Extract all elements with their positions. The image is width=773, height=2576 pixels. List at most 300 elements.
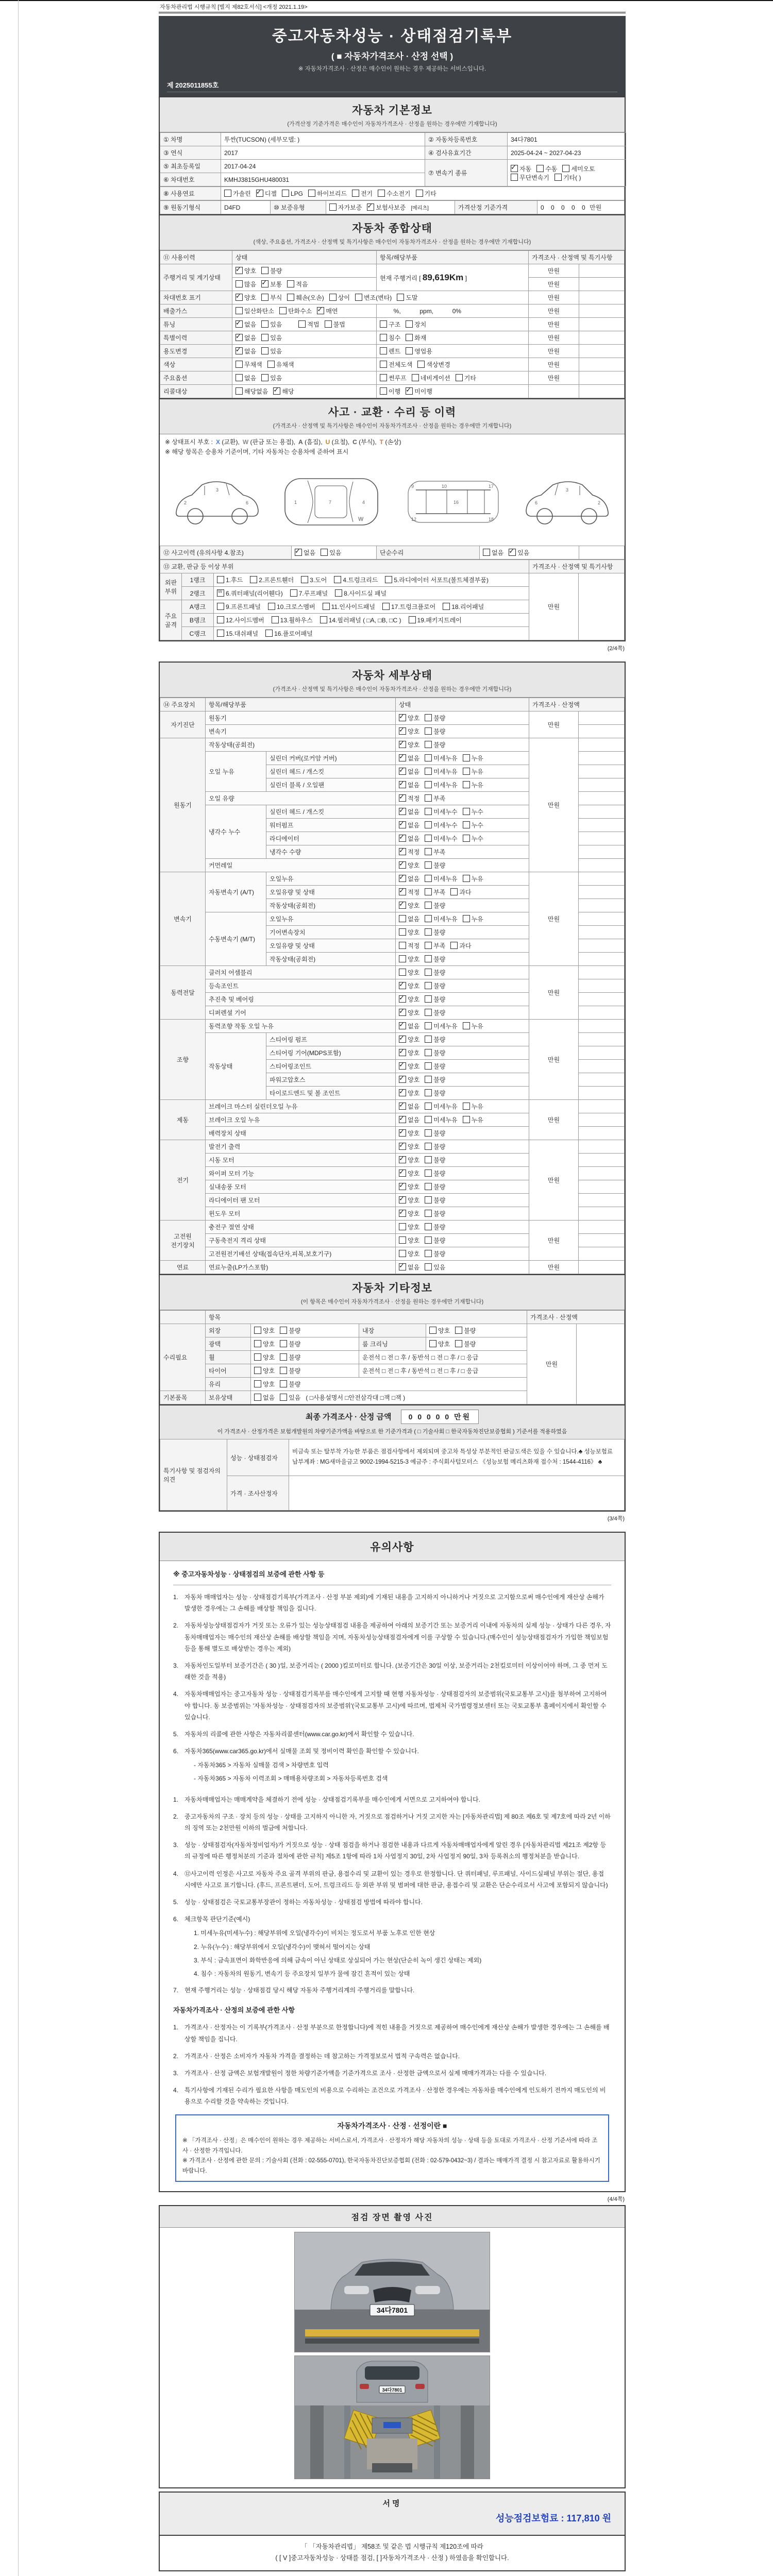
- checkbox-option[interactable]: ✓ 양호: [399, 1075, 419, 1084]
- checkbox-option[interactable]: 16.플로어패널: [265, 629, 313, 638]
- checkbox-option[interactable]: ✓ 양호: [399, 1156, 419, 1164]
- checkbox-option[interactable]: 불량: [425, 1089, 445, 1097]
- checkbox-icon[interactable]: [406, 320, 413, 328]
- checkbox-icon[interactable]: [254, 1367, 261, 1374]
- checkbox-icon[interactable]: [425, 1183, 432, 1190]
- checkbox-icon[interactable]: [399, 714, 406, 721]
- checkbox-icon[interactable]: [399, 1129, 406, 1137]
- checkbox-icon[interactable]: [399, 1170, 406, 1177]
- checkbox-option[interactable]: 과다: [450, 888, 471, 896]
- checkbox-icon[interactable]: [425, 1236, 432, 1244]
- checkbox-icon[interactable]: [425, 714, 432, 721]
- checkbox-option[interactable]: 유채색: [267, 360, 294, 369]
- checkbox-option[interactable]: 18.리어패널: [443, 602, 484, 611]
- checkbox-option[interactable]: 7.루프패널: [290, 589, 328, 598]
- checkbox-icon[interactable]: [399, 1156, 406, 1163]
- checkbox-icon[interactable]: [399, 1143, 406, 1150]
- checkbox-icon[interactable]: [463, 781, 470, 788]
- checkbox-icon[interactable]: [399, 1009, 406, 1016]
- checkbox-icon[interactable]: [425, 1129, 432, 1137]
- checkbox-option[interactable]: ✓ 없음: [399, 821, 419, 829]
- checkbox-option[interactable]: 미세누유: [425, 1115, 457, 1124]
- checkbox-option[interactable]: 색상변경: [417, 360, 450, 369]
- checkbox-option[interactable]: 불량: [425, 1209, 445, 1218]
- checkbox-option[interactable]: 부족: [425, 888, 445, 896]
- checkbox-icon[interactable]: [412, 374, 419, 381]
- checkbox-icon[interactable]: [399, 888, 406, 895]
- checkbox-option[interactable]: 장치: [406, 320, 426, 329]
- checkbox-icon[interactable]: [463, 768, 470, 775]
- checkbox-icon[interactable]: [261, 320, 268, 328]
- checkbox-icon[interactable]: [280, 1353, 287, 1361]
- checkbox-icon[interactable]: [385, 576, 392, 583]
- checkbox-option[interactable]: 누유: [463, 874, 483, 883]
- checkbox-option[interactable]: 누유: [463, 1115, 483, 1124]
- checkbox-icon[interactable]: [236, 374, 243, 381]
- checkbox-option[interactable]: 불량: [425, 1169, 445, 1178]
- checkbox-option[interactable]: 수동: [536, 164, 557, 173]
- checkbox-icon[interactable]: [425, 982, 432, 989]
- checkbox-icon[interactable]: [509, 549, 516, 556]
- checkbox-option[interactable]: 불량: [425, 1008, 445, 1017]
- checkbox-icon[interactable]: [511, 165, 518, 172]
- checkbox-option[interactable]: 불량: [280, 1366, 300, 1375]
- checkbox-option[interactable]: 불량: [455, 1326, 476, 1335]
- checkbox-icon[interactable]: [256, 190, 263, 197]
- checkbox-icon[interactable]: [399, 1183, 406, 1190]
- checkbox-icon[interactable]: [236, 334, 243, 341]
- checkbox-icon[interactable]: [254, 1340, 261, 1347]
- checkbox-icon[interactable]: [301, 576, 308, 583]
- checkbox-icon[interactable]: [425, 781, 432, 788]
- checkbox-option[interactable]: 누유: [463, 781, 483, 789]
- checkbox-icon[interactable]: [425, 915, 432, 922]
- checkbox-icon[interactable]: [399, 915, 406, 922]
- checkbox-icon[interactable]: [298, 320, 306, 328]
- checkbox-icon[interactable]: [425, 754, 432, 761]
- checkbox-option[interactable]: ✓ 없음: [399, 781, 419, 789]
- checkbox-icon[interactable]: [280, 1327, 287, 1334]
- checkbox-icon[interactable]: [399, 794, 406, 802]
- checkbox-icon[interactable]: [450, 942, 458, 949]
- checkbox-option[interactable]: 있음: [261, 333, 282, 342]
- checkbox-option[interactable]: 8.사이드실 패널: [335, 589, 386, 598]
- checkbox-icon[interactable]: [399, 821, 406, 828]
- checkbox-icon[interactable]: [399, 1022, 406, 1029]
- checkbox-icon[interactable]: [425, 768, 432, 775]
- checkbox-icon[interactable]: [261, 267, 268, 274]
- checkbox-icon[interactable]: [425, 928, 432, 936]
- checkbox-option[interactable]: 있음: [280, 1393, 300, 1402]
- checkbox-option[interactable]: 있음: [321, 548, 341, 557]
- checkbox-icon[interactable]: [254, 1380, 261, 1387]
- checkbox-option[interactable]: 불량: [425, 968, 445, 977]
- checkbox-icon[interactable]: [409, 616, 416, 623]
- checkbox-option[interactable]: ✓ 양호: [399, 981, 419, 990]
- checkbox-option[interactable]: 불량: [425, 981, 445, 990]
- checkbox-icon[interactable]: [399, 969, 406, 976]
- checkbox-option[interactable]: 불량: [425, 1129, 445, 1138]
- checkbox-option[interactable]: ✓ 해당: [273, 387, 294, 396]
- checkbox-icon[interactable]: [399, 1116, 406, 1123]
- checkbox-icon[interactable]: [265, 630, 273, 637]
- checkbox-option[interactable]: 불량: [425, 714, 445, 722]
- checkbox-icon[interactable]: [323, 603, 330, 610]
- checkbox-icon[interactable]: [425, 821, 432, 828]
- checkbox-icon[interactable]: [380, 374, 387, 381]
- checkbox-icon[interactable]: [290, 589, 297, 597]
- checkbox-option[interactable]: 미세누수: [425, 834, 457, 843]
- checkbox-option[interactable]: ✓ 디젤: [256, 189, 277, 198]
- checkbox-option[interactable]: 불량: [425, 955, 445, 963]
- checkbox-icon[interactable]: [425, 902, 432, 909]
- checkbox-option[interactable]: ✓ 양호: [236, 293, 256, 302]
- checkbox-option[interactable]: 17.트렁크플로어: [382, 602, 435, 611]
- checkbox-option[interactable]: 누수: [463, 821, 483, 829]
- checkbox-icon[interactable]: [399, 1263, 406, 1270]
- checkbox-icon[interactable]: [320, 616, 327, 623]
- checkbox-icon[interactable]: [406, 334, 413, 341]
- checkbox-icon[interactable]: [450, 888, 458, 895]
- checkbox-icon[interactable]: [399, 1223, 406, 1230]
- checkbox-option[interactable]: 11.인사이드패널: [323, 602, 375, 611]
- checkbox-icon[interactable]: [425, 1022, 432, 1029]
- checkbox-icon[interactable]: [463, 875, 470, 882]
- checkbox-icon[interactable]: [455, 1340, 462, 1347]
- checkbox-icon[interactable]: [352, 190, 359, 197]
- checkbox-option[interactable]: ✓ 없음: [236, 320, 256, 329]
- checkbox-option[interactable]: 부족: [425, 941, 445, 950]
- checkbox-icon[interactable]: [261, 374, 268, 381]
- checkbox-option[interactable]: ✓ 없음: [399, 807, 419, 816]
- checkbox-option[interactable]: ✓ 없음: [399, 1102, 419, 1111]
- checkbox-option[interactable]: 부족: [425, 848, 445, 856]
- checkbox-icon[interactable]: [367, 204, 374, 211]
- checkbox-option[interactable]: ✓ 매연: [317, 307, 338, 315]
- checkbox-option[interactable]: 15.대쉬패널: [217, 629, 258, 638]
- checkbox-icon[interactable]: [282, 190, 289, 197]
- checkbox-icon[interactable]: [280, 1394, 287, 1401]
- checkbox-icon[interactable]: [425, 995, 432, 1003]
- checkbox-icon[interactable]: [399, 1076, 406, 1083]
- checkbox-icon[interactable]: [399, 754, 406, 761]
- checkbox-option[interactable]: 미세누유: [425, 781, 457, 789]
- checkbox-icon[interactable]: [399, 1049, 406, 1056]
- checkbox-option[interactable]: 기타: [456, 374, 476, 382]
- checkbox-option[interactable]: 불량: [425, 1062, 445, 1071]
- checkbox-icon[interactable]: [463, 1022, 470, 1029]
- checkbox-option[interactable]: 양호: [254, 1353, 275, 1362]
- checkbox-icon[interactable]: [425, 1049, 432, 1056]
- checkbox-option[interactable]: 구조: [380, 320, 400, 329]
- checkbox-icon[interactable]: [279, 307, 287, 314]
- checkbox-option[interactable]: ✓ 양호: [399, 1182, 419, 1191]
- checkbox-option[interactable]: 불량: [425, 901, 445, 910]
- checkbox-option[interactable]: ✓ 있음: [509, 548, 529, 557]
- checkbox-option[interactable]: ✓ 양호: [399, 1169, 419, 1178]
- checkbox-option[interactable]: 불량: [425, 1035, 445, 1044]
- checkbox-icon[interactable]: [236, 294, 243, 301]
- checkbox-option[interactable]: ✓ 적정: [399, 848, 419, 856]
- checkbox-option[interactable]: ✓ 없음: [399, 754, 419, 762]
- checkbox-icon[interactable]: [425, 835, 432, 842]
- checkbox-option[interactable]: 불량: [425, 995, 445, 1004]
- checkbox-icon[interactable]: [295, 549, 302, 556]
- checkbox-icon[interactable]: [511, 174, 518, 181]
- checkbox-option[interactable]: 불량: [280, 1380, 300, 1388]
- checkbox-option[interactable]: 자가보증: [329, 203, 362, 212]
- checkbox-option[interactable]: 있음: [261, 374, 282, 382]
- checkbox-option[interactable]: ✓ 없음: [399, 1022, 419, 1030]
- checkbox-option[interactable]: 상이: [329, 293, 350, 302]
- checkbox-option[interactable]: 누수: [463, 834, 483, 843]
- checkbox-option[interactable]: ✓ 양호: [399, 727, 419, 736]
- checkbox-option[interactable]: ✓ 양호: [399, 901, 419, 910]
- checkbox-option[interactable]: ✓ 미이행: [406, 387, 432, 396]
- checkbox-icon[interactable]: [399, 768, 406, 775]
- checkbox-option[interactable]: 누유: [463, 767, 483, 776]
- checkbox-icon[interactable]: [250, 576, 257, 583]
- checkbox-icon[interactable]: [380, 334, 387, 341]
- checkbox-option[interactable]: ✓ 없음: [399, 1115, 419, 1124]
- checkbox-option[interactable]: 기타( ): [554, 173, 581, 182]
- checkbox-option[interactable]: 불법: [325, 320, 345, 329]
- checkbox-option[interactable]: ✓ 양호: [399, 995, 419, 1004]
- checkbox-icon[interactable]: [399, 1036, 406, 1043]
- checkbox-icon[interactable]: [287, 280, 294, 287]
- checkbox-icon[interactable]: [425, 1036, 432, 1043]
- checkbox-option[interactable]: 불량: [425, 928, 445, 937]
- checkbox-icon[interactable]: [287, 294, 294, 301]
- checkbox-option[interactable]: 1.후드: [217, 575, 243, 584]
- checkbox-icon[interactable]: [562, 165, 569, 172]
- checkbox-icon[interactable]: [334, 576, 341, 583]
- checkbox-option[interactable]: 불량: [280, 1340, 300, 1348]
- checkbox-icon[interactable]: [329, 294, 337, 301]
- checkbox-icon[interactable]: [380, 320, 387, 328]
- checkbox-option[interactable]: ✓ 양호: [399, 1062, 419, 1071]
- checkbox-icon[interactable]: [317, 307, 324, 314]
- checkbox-option[interactable]: 영업용: [406, 347, 432, 355]
- checkbox-icon[interactable]: [425, 1210, 432, 1217]
- checkbox-option[interactable]: 양호: [399, 1223, 419, 1231]
- checkbox-icon[interactable]: [456, 374, 463, 381]
- checkbox-icon[interactable]: [397, 294, 404, 301]
- checkbox-option[interactable]: 미세누유: [425, 754, 457, 762]
- checkbox-option[interactable]: 침수: [380, 333, 400, 342]
- checkbox-option[interactable]: 양호: [254, 1340, 275, 1348]
- checkbox-option[interactable]: ✓ 양호: [399, 1209, 419, 1218]
- checkbox-option[interactable]: 누유: [463, 1022, 483, 1030]
- checkbox-icon[interactable]: [380, 347, 387, 354]
- checkbox-icon[interactable]: [455, 1327, 462, 1334]
- checkbox-option[interactable]: 13.휠하우스: [272, 616, 313, 624]
- checkbox-icon[interactable]: [399, 848, 406, 855]
- checkbox-option[interactable]: 과다: [450, 941, 471, 950]
- checkbox-icon[interactable]: [425, 727, 432, 735]
- checkbox-option[interactable]: 부식: [261, 293, 282, 302]
- checkbox-icon[interactable]: [261, 294, 268, 301]
- checkbox-option[interactable]: 10.크로스멤버: [268, 602, 315, 611]
- checkbox-icon[interactable]: [399, 781, 406, 788]
- checkbox-option[interactable]: 누유: [463, 914, 483, 923]
- checkbox-option[interactable]: 양호: [429, 1340, 450, 1348]
- checkbox-icon[interactable]: [261, 280, 268, 287]
- checkbox-option[interactable]: 일산화탄소: [236, 307, 274, 315]
- checkbox-option[interactable]: 없음: [254, 1393, 275, 1402]
- checkbox-icon[interactable]: [425, 794, 432, 802]
- checkbox-option[interactable]: 불량: [455, 1340, 476, 1348]
- checkbox-option[interactable]: 불량: [425, 1156, 445, 1164]
- checkbox-icon[interactable]: [425, 1143, 432, 1150]
- checkbox-option[interactable]: 불량: [425, 1249, 445, 1258]
- checkbox-icon[interactable]: [399, 861, 406, 869]
- checkbox-option[interactable]: 미세누유: [425, 914, 457, 923]
- checkbox-option[interactable]: 없음: [236, 374, 256, 382]
- checkbox-icon[interactable]: [399, 1196, 406, 1204]
- checkbox-icon[interactable]: [280, 1380, 287, 1387]
- checkbox-option[interactable]: 세미오토: [562, 164, 595, 173]
- checkbox-icon[interactable]: [425, 1089, 432, 1096]
- checkbox-option[interactable]: ✓ 양호: [399, 740, 419, 749]
- checkbox-option[interactable]: ✓ 없음: [399, 834, 419, 843]
- checkbox-option[interactable]: 누유: [463, 754, 483, 762]
- checkbox-option[interactable]: ✓ 양호: [399, 861, 419, 870]
- checkbox-option[interactable]: 화재: [406, 333, 426, 342]
- checkbox-icon[interactable]: [254, 1353, 261, 1361]
- checkbox-option[interactable]: 네비게이션: [412, 374, 450, 382]
- checkbox-option[interactable]: 변조(변타): [355, 293, 392, 302]
- checkbox-option[interactable]: 전기: [352, 189, 373, 198]
- checkbox-option[interactable]: ✓양호: [236, 266, 256, 275]
- checkbox-option[interactable]: ✓ 양호: [399, 1035, 419, 1044]
- checkbox-icon[interactable]: [335, 589, 342, 597]
- checkbox-option[interactable]: 적음: [287, 280, 308, 289]
- checkbox-icon[interactable]: [236, 387, 243, 395]
- checkbox-option[interactable]: 양호: [254, 1380, 275, 1388]
- checkbox-option[interactable]: 훼손(오손): [287, 293, 324, 302]
- checkbox-option[interactable]: 누유: [463, 1102, 483, 1111]
- checkbox-option[interactable]: 불량: [425, 1048, 445, 1057]
- checkbox-option[interactable]: ✓ 보통: [261, 280, 282, 289]
- checkbox-icon[interactable]: [261, 334, 268, 341]
- checkbox-icon[interactable]: [399, 928, 406, 936]
- checkbox-icon[interactable]: [429, 1327, 436, 1334]
- checkbox-icon[interactable]: [268, 603, 275, 610]
- checkbox-option[interactable]: ✓ 양호: [399, 1089, 419, 1097]
- checkbox-option[interactable]: 기타: [416, 189, 436, 198]
- checkbox-icon[interactable]: [399, 1210, 406, 1217]
- checkbox-option[interactable]: 없음: [399, 914, 419, 923]
- checkbox-icon[interactable]: [399, 1236, 406, 1244]
- checkbox-option[interactable]: 전체도색: [380, 360, 412, 369]
- checkbox-icon[interactable]: [380, 361, 387, 368]
- checkbox-option[interactable]: ✓ 적정: [399, 888, 419, 896]
- checkbox-icon[interactable]: [224, 190, 231, 197]
- checkbox-icon[interactable]: [399, 955, 406, 962]
- checkbox-icon[interactable]: [236, 361, 243, 368]
- checkbox-option[interactable]: 미세누유: [425, 1022, 457, 1030]
- checkbox-option[interactable]: 해당없음: [236, 387, 268, 396]
- checkbox-option[interactable]: ✓ 없음: [295, 548, 315, 557]
- checkbox-icon[interactable]: [463, 821, 470, 828]
- checkbox-icon[interactable]: [425, 741, 432, 748]
- checkbox-icon[interactable]: [425, 1170, 432, 1177]
- checkbox-option[interactable]: 없음: [483, 548, 503, 557]
- checkbox-icon[interactable]: [425, 1156, 432, 1163]
- checkbox-icon[interactable]: [399, 1103, 406, 1110]
- checkbox-option[interactable]: 도말: [397, 293, 417, 302]
- checkbox-icon[interactable]: [463, 915, 470, 922]
- checkbox-icon[interactable]: [280, 1340, 287, 1347]
- checkbox-icon[interactable]: [554, 174, 562, 181]
- checkbox-option[interactable]: 무채색: [236, 360, 262, 369]
- checkbox-option[interactable]: ✓ 양호: [399, 1129, 419, 1138]
- checkbox-icon[interactable]: [425, 1076, 432, 1083]
- checkbox-option[interactable]: 불량: [425, 1142, 445, 1151]
- checkbox-icon[interactable]: [217, 630, 224, 637]
- checkbox-icon[interactable]: [254, 1394, 261, 1401]
- checkbox-icon[interactable]: [236, 280, 243, 287]
- checkbox-icon[interactable]: [399, 875, 406, 882]
- checkbox-option[interactable]: 3.도어: [301, 575, 327, 584]
- checkbox-option[interactable]: 무단변속기: [511, 173, 549, 182]
- checkbox-option[interactable]: 미세누수: [425, 807, 457, 816]
- checkbox-option[interactable]: 양호: [254, 1366, 275, 1375]
- checkbox-option[interactable]: 탄화수소: [279, 307, 312, 315]
- checkbox-option[interactable]: 하이브리드: [308, 189, 347, 198]
- checkbox-option[interactable]: ✓ 양호: [399, 714, 419, 722]
- checkbox-option[interactable]: 양호: [399, 928, 419, 937]
- checkbox-icon[interactable]: [483, 549, 490, 556]
- checkbox-option[interactable]: ✓ 없음: [236, 333, 256, 342]
- checkbox-icon[interactable]: [355, 294, 362, 301]
- checkbox-option[interactable]: 19.패키지트레이: [409, 616, 462, 624]
- checkbox-icon[interactable]: [463, 1103, 470, 1110]
- checkbox-icon[interactable]: [399, 727, 406, 735]
- checkbox-icon[interactable]: [236, 320, 243, 328]
- checkbox-icon[interactable]: [536, 165, 544, 172]
- checkbox-icon[interactable]: [425, 808, 432, 815]
- checkbox-option[interactable]: 양호: [399, 968, 419, 977]
- checkbox-option[interactable]: 미세누유: [425, 1102, 457, 1111]
- checkbox-option[interactable]: 미세누유: [425, 874, 457, 883]
- checkbox-option[interactable]: 불량: [280, 1353, 300, 1362]
- checkbox-option[interactable]: ✓ 양호: [399, 1048, 419, 1057]
- checkbox-option[interactable]: 불량: [280, 1326, 300, 1335]
- checkbox-option[interactable]: 불량: [425, 1075, 445, 1084]
- checkbox-option[interactable]: 5.라디에이터 서포트(볼트체결부품): [385, 575, 489, 584]
- checkbox-option[interactable]: ✓ 적정: [399, 794, 419, 803]
- checkbox-option[interactable]: ✓ 없음: [399, 1263, 419, 1272]
- checkbox-icon[interactable]: [425, 1263, 432, 1270]
- checkbox-icon[interactable]: [463, 754, 470, 761]
- checkbox-icon[interactable]: [267, 361, 275, 368]
- checkbox-icon[interactable]: [272, 616, 279, 623]
- checkbox-option[interactable]: 양호: [254, 1326, 275, 1335]
- checkbox-option[interactable]: 있음: [261, 347, 282, 355]
- checkbox-option[interactable]: ✓ 없음: [399, 874, 419, 883]
- checkbox-icon[interactable]: [425, 848, 432, 855]
- checkbox-icon[interactable]: [425, 1223, 432, 1230]
- checkbox-option[interactable]: 부족: [425, 794, 445, 803]
- checkbox-icon[interactable]: [425, 1062, 432, 1070]
- checkbox-icon[interactable]: [399, 942, 406, 949]
- checkbox-option[interactable]: 불량: [425, 727, 445, 736]
- checkbox-option[interactable]: ✓ 없음: [236, 347, 256, 355]
- checkbox-icon[interactable]: [217, 616, 224, 623]
- checkbox-icon[interactable]: [217, 589, 224, 597]
